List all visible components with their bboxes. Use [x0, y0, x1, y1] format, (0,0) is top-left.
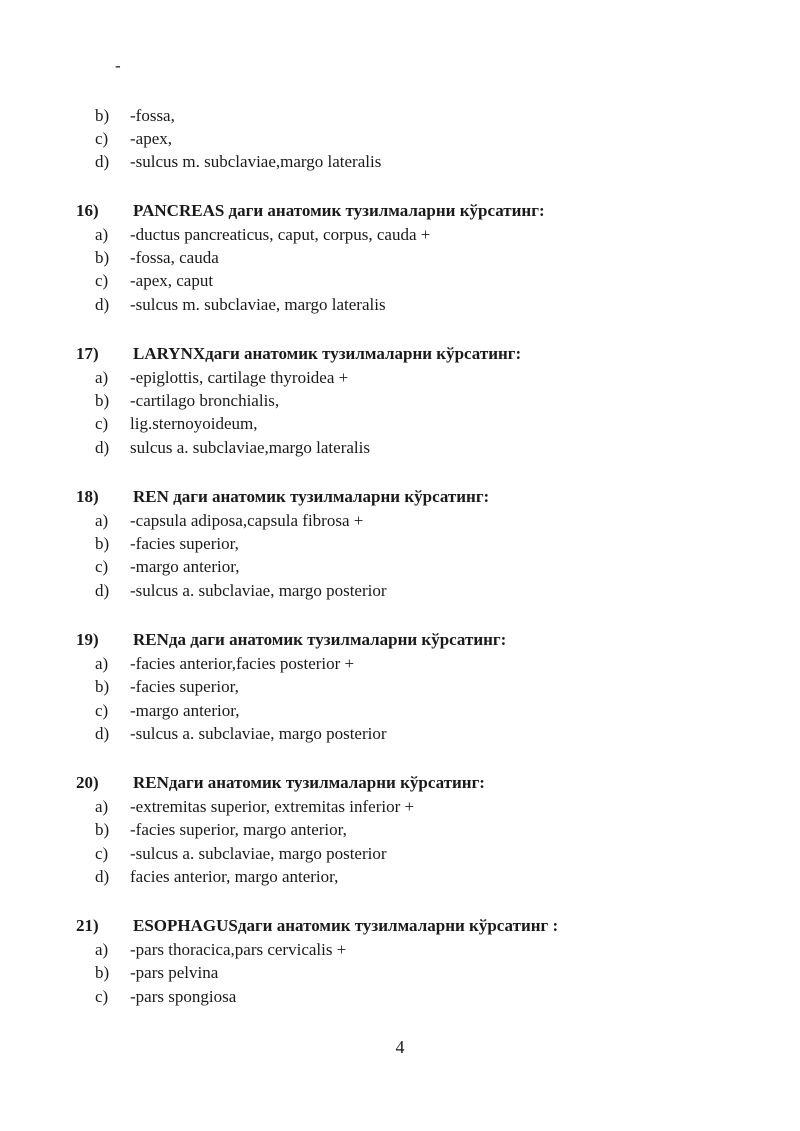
- option-text: sulcus a. subclaviae,margo lateralis: [130, 438, 370, 457]
- option-letter: c): [95, 129, 109, 148]
- option-text: -ductus pancreaticus, caput, corpus, cauda +: [130, 225, 431, 244]
- option-text: facies anterior, margo anterior,: [130, 867, 339, 886]
- option-text: -sulcus m. subclaviae, margo lateralis: [130, 295, 386, 314]
- option-text: -margo anterior,: [130, 701, 240, 720]
- option-letter: d): [95, 581, 110, 600]
- option-text: -sulcus m. subclaviae,margo lateralis: [130, 152, 382, 171]
- option-text: -fossa, cauda: [130, 248, 219, 267]
- question-text: PANCREAS даги анатомик тузилмаларни кўрсатинг:: [133, 201, 545, 220]
- option-letter: c): [95, 557, 109, 576]
- option-letter: b): [95, 391, 110, 410]
- question-text: ESOPHAGUSдаги анатомик тузилмаларни кўрсатинг :: [133, 916, 559, 935]
- option-text: -facies anterior,facies posterior +: [130, 654, 355, 673]
- question-number: 16): [76, 201, 99, 220]
- option-letter: b): [95, 248, 110, 267]
- option-text: lig.sternoyoideum,: [130, 414, 258, 433]
- page-number: 4: [395, 1037, 405, 1057]
- option-letter: d): [95, 724, 110, 743]
- option-letter: a): [95, 511, 109, 530]
- option-letter: a): [95, 940, 109, 959]
- option-letter: b): [95, 106, 110, 125]
- option-text: -apex,: [130, 129, 173, 148]
- option-letter: a): [95, 225, 109, 244]
- option-letter: b): [95, 677, 110, 696]
- option-text: -pars pelvina: [130, 963, 219, 982]
- option-letter: b): [95, 534, 110, 553]
- option-letter: b): [95, 963, 110, 982]
- option-letter: d): [95, 152, 110, 171]
- option-text: -facies superior, margo anterior,: [130, 820, 347, 839]
- option-letter: c): [95, 987, 109, 1006]
- option-letter: c): [95, 414, 109, 433]
- option-letter: d): [95, 438, 110, 457]
- top-dash-mark: -: [115, 56, 121, 75]
- question-number: 18): [76, 487, 99, 506]
- option-text: -capsula adiposa,capsula fibrosa +: [130, 511, 364, 530]
- option-text: -pars thoracica,pars cervicalis +: [130, 940, 347, 959]
- option-text: -sulcus a. subclaviae, margo posterior: [130, 581, 387, 600]
- option-letter: c): [95, 271, 109, 290]
- option-text: -margo anterior,: [130, 557, 240, 576]
- option-text: -facies superior,: [130, 534, 239, 553]
- option-letter: a): [95, 368, 109, 387]
- question-text: LARYNXдаги анатомик тузилмаларни кўрсатинг:: [133, 344, 522, 363]
- question-number: 19): [76, 630, 99, 649]
- option-text: -extremitas superior, extremitas inferior +: [130, 797, 415, 816]
- option-letter: c): [95, 844, 109, 863]
- question-number: 17): [76, 344, 99, 363]
- option-letter: a): [95, 797, 109, 816]
- option-text: -pars spongiosa: [130, 987, 237, 1006]
- option-text: -apex, caput: [130, 271, 214, 290]
- question-text: REN даги анатомик тузилмаларни кўрсатинг:: [133, 487, 490, 506]
- question-text: RENда даги анатомик тузилмаларни кўрсатинг:: [133, 630, 507, 649]
- option-text: -cartilago bronchialis,: [130, 391, 280, 410]
- option-letter: b): [95, 820, 110, 839]
- option-letter: d): [95, 295, 110, 314]
- option-letter: a): [95, 654, 109, 673]
- option-letter: c): [95, 701, 109, 720]
- question-number: 21): [76, 916, 99, 935]
- option-text: -sulcus a. subclaviae, margo posterior: [130, 844, 387, 863]
- option-letter: d): [95, 867, 110, 886]
- option-text: -epiglottis, cartilage thyroidea +: [130, 368, 349, 387]
- question-text: RENдаги анатомик тузилмаларни кўрсатинг:: [133, 773, 485, 792]
- option-text: -fossa,: [130, 106, 175, 125]
- option-text: -facies superior,: [130, 677, 239, 696]
- option-text: -sulcus a. subclaviae, margo posterior: [130, 724, 387, 743]
- question-number: 20): [76, 773, 99, 792]
